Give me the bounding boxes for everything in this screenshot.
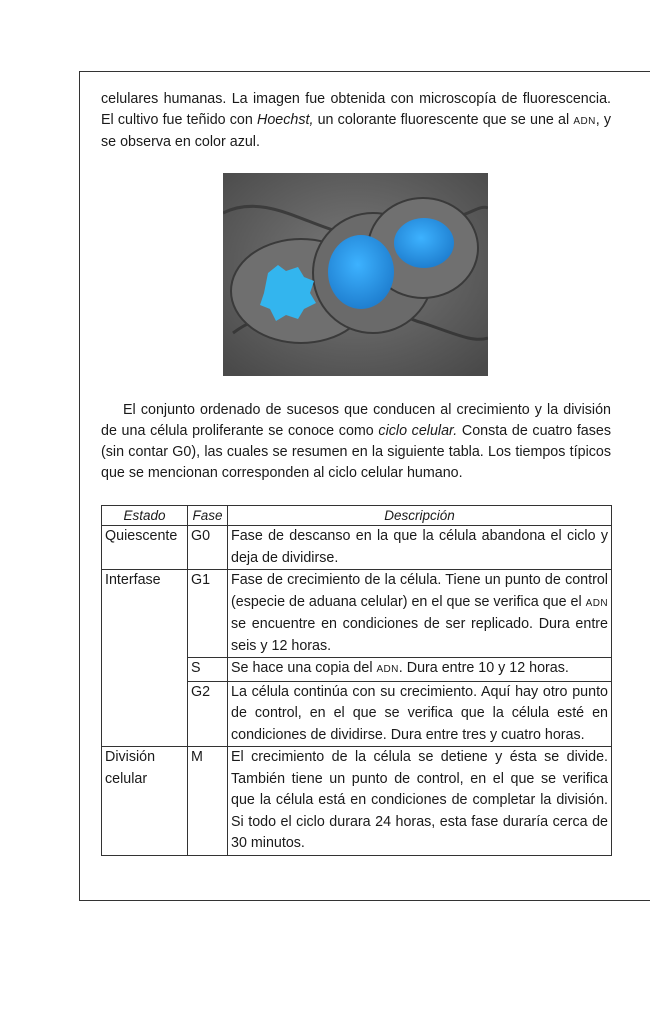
s-desc-a: Se hace una copia del bbox=[231, 660, 377, 676]
fase-cell: M bbox=[188, 747, 228, 856]
estado-cell: Interfase bbox=[102, 570, 188, 747]
table-header-row bbox=[102, 506, 612, 526]
p2-text-a: El conjunto ordenado de sucesos que conducen al crecimiento y la división de una célula proliferante se conoce como bbox=[101, 402, 611, 439]
intro-text-a: celulares humanas. La imagen fue obtenida con microscopía de fluorescencia. El cultivo fue teñido con bbox=[101, 91, 611, 128]
fase-cell: G1 bbox=[188, 570, 228, 658]
fase-cell: G0 bbox=[188, 526, 228, 570]
table-row bbox=[102, 570, 612, 658]
cell-cycle-paragraph bbox=[101, 400, 611, 484]
descripcion-cell: El crecimiento de la célula se detiene y ésta se divide. También tiene un punto de control, en el que se verifica que la célula está en condiciones de completar la división. Si todo el ciclo durara 24 horas, esta fase duraría cerca de 30 minutos. bbox=[228, 747, 612, 856]
intro-paragraph bbox=[101, 89, 611, 153]
descripcion-cell bbox=[228, 658, 612, 682]
hoechst-term: Hoechst, bbox=[257, 112, 314, 128]
ciclo-celular-term: ciclo celular. bbox=[378, 423, 458, 439]
fase-cell: S bbox=[188, 658, 228, 682]
adn-abbr: ADN bbox=[573, 116, 596, 127]
fluorescence-micrograph bbox=[223, 173, 488, 376]
cell-cycle-table bbox=[101, 505, 612, 856]
table-row bbox=[102, 526, 612, 570]
header-estado: Estado bbox=[102, 506, 188, 526]
fase-cell: G2 bbox=[188, 681, 228, 747]
intro-text-b: un colorante fluorescente que se une al bbox=[313, 112, 574, 128]
adn-abbr: ADN bbox=[585, 597, 608, 609]
estado-cell: Quiescente bbox=[102, 526, 188, 570]
s-desc-b: . Dura entre 10 y 12 horas. bbox=[398, 660, 569, 676]
descripcion-cell bbox=[228, 570, 612, 658]
g1-desc-b: se encuentre en condiciones de ser replicado. Dura entre seis y 12 horas. bbox=[231, 616, 608, 654]
header-descripcion: Descripción bbox=[228, 506, 612, 526]
header-fase: Fase bbox=[188, 506, 228, 526]
intro-text-c: , y se observa en color azul. bbox=[101, 112, 611, 150]
estado-cell: División celular bbox=[102, 747, 188, 856]
descripcion-cell: Fase de descanso en la que la célula abandona el ciclo y deja de dividirse. bbox=[228, 526, 612, 570]
descripcion-cell: La célula continúa con su crecimiento. Aquí hay otro punto de control, en el que se verifica que la célula esté en condiciones de dividirse. Dura entre tres y cuatro horas. bbox=[228, 681, 612, 747]
adn-abbr: ADN bbox=[376, 664, 399, 675]
g1-desc-a: Fase de crecimiento de la célula. Tiene un punto de control (especie de aduana celular) en el que se verifica que el bbox=[231, 572, 608, 610]
table-row bbox=[102, 747, 612, 856]
p2-text-b: Consta de cuatro fases (sin contar G0), las cuales se resumen en la siguiente tabla. Los tiempos típicos que se mencionan corresponden al ciclo celular humano. bbox=[101, 423, 611, 481]
